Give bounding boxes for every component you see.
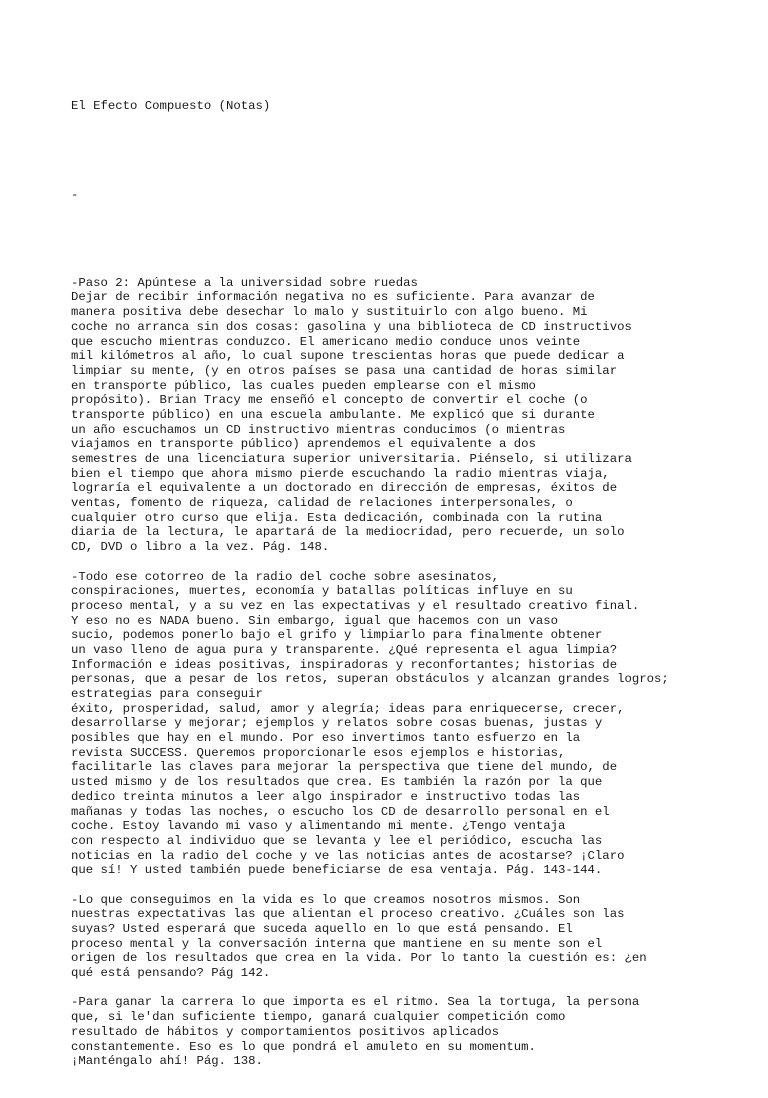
separator-line: - bbox=[71, 187, 79, 202]
text-line: con respecto al individuo que se levanta y lee el periódico, escucha las bbox=[71, 833, 603, 848]
text-line: ¡Manténgalo ahí! Pág. 138. bbox=[71, 1054, 263, 1069]
text-line: propósito). Brian Tracy me enseñó el concepto de convertir el coche (o bbox=[71, 393, 588, 408]
text-line: -Lo que conseguimos en la vida es lo que creamos nosotros mismos. Son bbox=[71, 892, 581, 907]
text-line: Y eso no es NADA bueno. Sin embargo, igual que hacemos con un vaso bbox=[71, 613, 559, 628]
text-line: proceso mental, y a su vez en las expectativas y el resultado creativo final. bbox=[71, 598, 640, 613]
text-line: lograría el equivalente a un doctorado en dirección de empresas, éxitos de bbox=[71, 481, 618, 496]
text-line: un año escuchamos un CD instructivo mientras conducimos (o mientras bbox=[71, 422, 566, 437]
text-line: qué está pensando? Pág 142. bbox=[71, 966, 271, 981]
text-line: semestres de una licenciatura superior universitaria. Piénselo, si utilizara bbox=[71, 452, 632, 467]
text-line: transporte público) en una escuela ambulante. Me explicó que si durante bbox=[71, 407, 595, 422]
text-line: constantemente. Eso es lo que pondrá el amuleto en su momentum. bbox=[71, 1039, 536, 1054]
blank-line bbox=[71, 232, 761, 247]
blank-line bbox=[71, 878, 761, 893]
text-line: que, si le'dan suficiente tiempo, ganará cualquier competición como bbox=[71, 1010, 566, 1025]
blank-line bbox=[71, 981, 761, 996]
text-line: en transporte público, las cuales pueden emplearse con el mismo bbox=[71, 378, 536, 393]
note-paragraph bbox=[71, 570, 761, 878]
text-line: viajamos en transporte público) aprendemos el equivalente a dos bbox=[71, 437, 536, 452]
text-line: desarrollarse y mejorar; ejemplos y relatos sobre cosas buenas, justas y bbox=[71, 716, 603, 731]
text-line: suyas? Usted esperará que suceda aquello en lo que está pensando. El bbox=[71, 922, 573, 937]
text-line: cualquier otro curso que elija. Esta dedicación, combinada con la rutina bbox=[71, 510, 603, 525]
text-line: origen de los resultados que crea en la vida. Por lo tanto la cuestión es: ¿en bbox=[71, 951, 647, 966]
text-line: estrategias para conseguir bbox=[71, 687, 263, 702]
text-line: mil kilómetros al año, lo cual supone trescientas horas que puede dedicar a bbox=[71, 349, 625, 364]
text-line: coche no arranca sin dos cosas: gasolina y una biblioteca de CD instructivos bbox=[71, 319, 632, 334]
blank-line bbox=[71, 555, 761, 570]
text-line: mañanas y todas las noches, o escucho los CD de desarrollo personal en el bbox=[71, 804, 610, 819]
text-line: conspiraciones, muertes, economía y batallas políticas influye en su bbox=[71, 584, 573, 599]
text-line: nuestras expectativas las que alientan el proceso creativo. ¿Cuáles son las bbox=[71, 907, 625, 922]
text-line: Dejar de recibir información negativa no es suficiente. Para avanzar de bbox=[71, 290, 595, 305]
note-paragraph bbox=[71, 893, 761, 981]
text-line: resultado de hábitos y comportamientos positivos aplicados bbox=[71, 1024, 500, 1039]
text-line: revista SUCCESS. Queremos proporcionarle esos ejemplos e historias, bbox=[71, 745, 566, 760]
text-line: posibles que hay en el mundo. Por eso invertimos tanto esfuerzo en la bbox=[71, 731, 581, 746]
text-line: Información e ideas positivas, inspiradoras y reconfortantes; historias de bbox=[71, 657, 618, 672]
text-line: un vaso lleno de agua pura y transparente. ¿Qué representa el agua limpia? bbox=[71, 642, 618, 657]
text-line: dedico treinta minutos a leer algo inspirador e instructivo todas las bbox=[71, 789, 581, 804]
text-line: que escucho mientras conduzco. El americano medio conduce unos veinte bbox=[71, 334, 581, 349]
text-line: sucio, podemos ponerlo bajo el grifo y limpiarlo para finalmente obtener bbox=[71, 628, 603, 643]
text-line: ventas, fomento de riqueza, calidad de relaciones interpersonales, o bbox=[71, 496, 573, 511]
text-line: CD, DVD o libro a la vez. Pág. 148. bbox=[71, 540, 330, 555]
blank-line bbox=[71, 144, 761, 159]
text-line: que sí! Y usted también puede beneficiarse de esa ventaja. Pág. 143-144. bbox=[71, 863, 603, 878]
text-line: bien el tiempo que ahora mismo pierde escuchando la radio mientras viaja, bbox=[71, 466, 610, 481]
text-line: -Todo ese cotorreo de la radio del coche sobre asesinatos, bbox=[71, 569, 500, 584]
text-line: noticias en la radio del coche y ve las noticias antes de acostarse? ¡Claro bbox=[71, 848, 625, 863]
document-title: El Efecto Compuesto (Notas) bbox=[71, 99, 271, 114]
note-paragraphs bbox=[71, 276, 761, 1069]
note-paragraph bbox=[71, 276, 761, 555]
text-line: usted mismo y de los resultados que crea. Es también la razón por la que bbox=[71, 775, 603, 790]
document-body bbox=[71, 70, 761, 1098]
text-line: éxito, prosperidad, salud, amor y alegría; ideas para enriquecerse, crecer, bbox=[71, 701, 625, 716]
text-line: personas, que a pesar de los retos, superan obstáculos y alcanzan grandes logros; bbox=[71, 672, 669, 687]
text-line: diaria de la lectura, le apartará de la mediocridad, pero recuerde, un solo bbox=[71, 525, 625, 540]
text-line: facilitarle las claves para mejorar la perspectiva que tiene del mundo, de bbox=[71, 760, 618, 775]
text-line: manera positiva debe desechar lo malo y sustituirlo con algo bueno. Mi bbox=[71, 305, 588, 320]
text-line: coche. Estoy lavando mi vaso y alimentando mi mente. ¿Tengo ventaja bbox=[71, 819, 566, 834]
text-line: -Para ganar la carrera lo que importa es el ritmo. Sea la tortuga, la persona bbox=[71, 995, 640, 1010]
note-paragraph bbox=[71, 995, 761, 1068]
text-line: -Paso 2: Apúntese a la universidad sobre ruedas bbox=[71, 275, 418, 290]
text-line: proceso mental y la conversación interna que mantiene en su mente son el bbox=[71, 936, 603, 951]
text-line: limpiar su mente, (y en otros países se pasa una cantidad de horas similar bbox=[71, 363, 618, 378]
